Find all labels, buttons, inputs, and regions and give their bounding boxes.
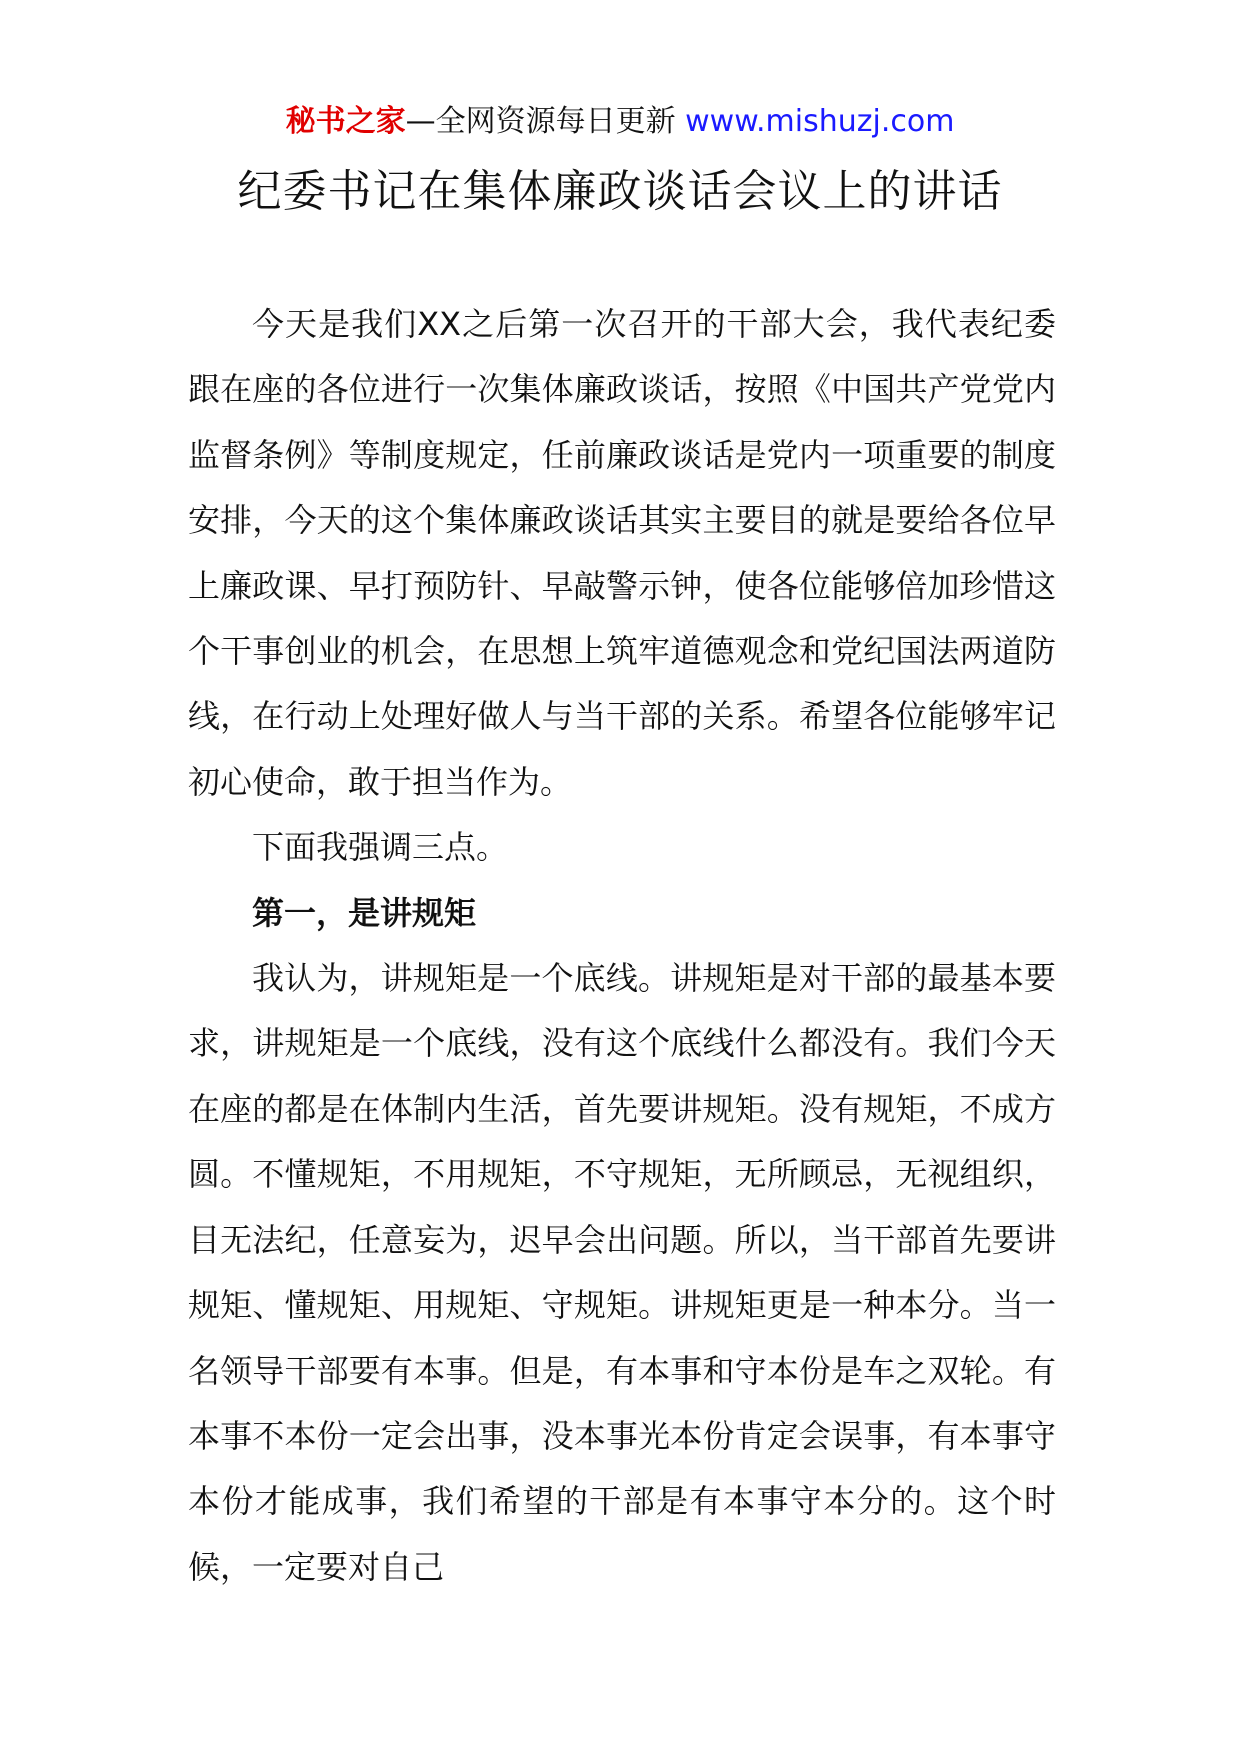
site-header	[0, 102, 1240, 142]
site-tagline: —全网资源每日更新	[405, 104, 686, 139]
document-title: 纪委书记在集体廉政谈话会议上的讲话	[237, 166, 1003, 217]
site-brand: 秘书之家	[285, 104, 406, 139]
section-heading-first: 第一，是讲规矩	[252, 893, 477, 932]
document-body	[188, 292, 1056, 1600]
paragraph-intro: 今天是我们XX之后第一次召开的干部大会，我代表纪委跟在座的各位进行一次集体廉政谈话，按照《中国共产党党内监督条例》等制度规定，任前廉政谈话是党内一项重要的制度安排，今天的这个集体廉政谈话其实主要目的就是要给各位早上廉政课、早打预防针、早敲警示钟，使各位能够倍加珍惜这个干事创业的机会，在思想上筑牢道德观念和党纪国法两道防线，在行动上处理好做人与当干部的关系。希望各位能够牢记初心使命，敢于担当作为。	[188, 305, 1056, 801]
paragraph-rules: 我认为，讲规矩是一个底线。讲规矩是对干部的最基本要求，讲规矩是一个底线，没有这个底线什么都没有。我们今天在座的都是在体制内生活，首先要讲规矩。没有规矩，不成方圆。不懂规矩，不用规矩，不守规矩，无所顾忌，无视组织，目无法纪，任意妄为，迟早会出问题。所以，当干部首先要讲规矩、懂规矩、用规矩、守规矩。讲规矩更是一种本分。当一名领导干部要有本事。但是，有本事和守本份是车之双轮。有本事不本份一定会出事，没本事光本份肯定会误事，有本事守本份才能成事，我们希望的干部是有本事守本分的。这个时候，一定要对自己	[188, 959, 1056, 1586]
site-url-link[interactable]: www.mishuzj.com	[685, 104, 955, 139]
paragraph-transition: 下面我强调三点。	[252, 828, 509, 867]
